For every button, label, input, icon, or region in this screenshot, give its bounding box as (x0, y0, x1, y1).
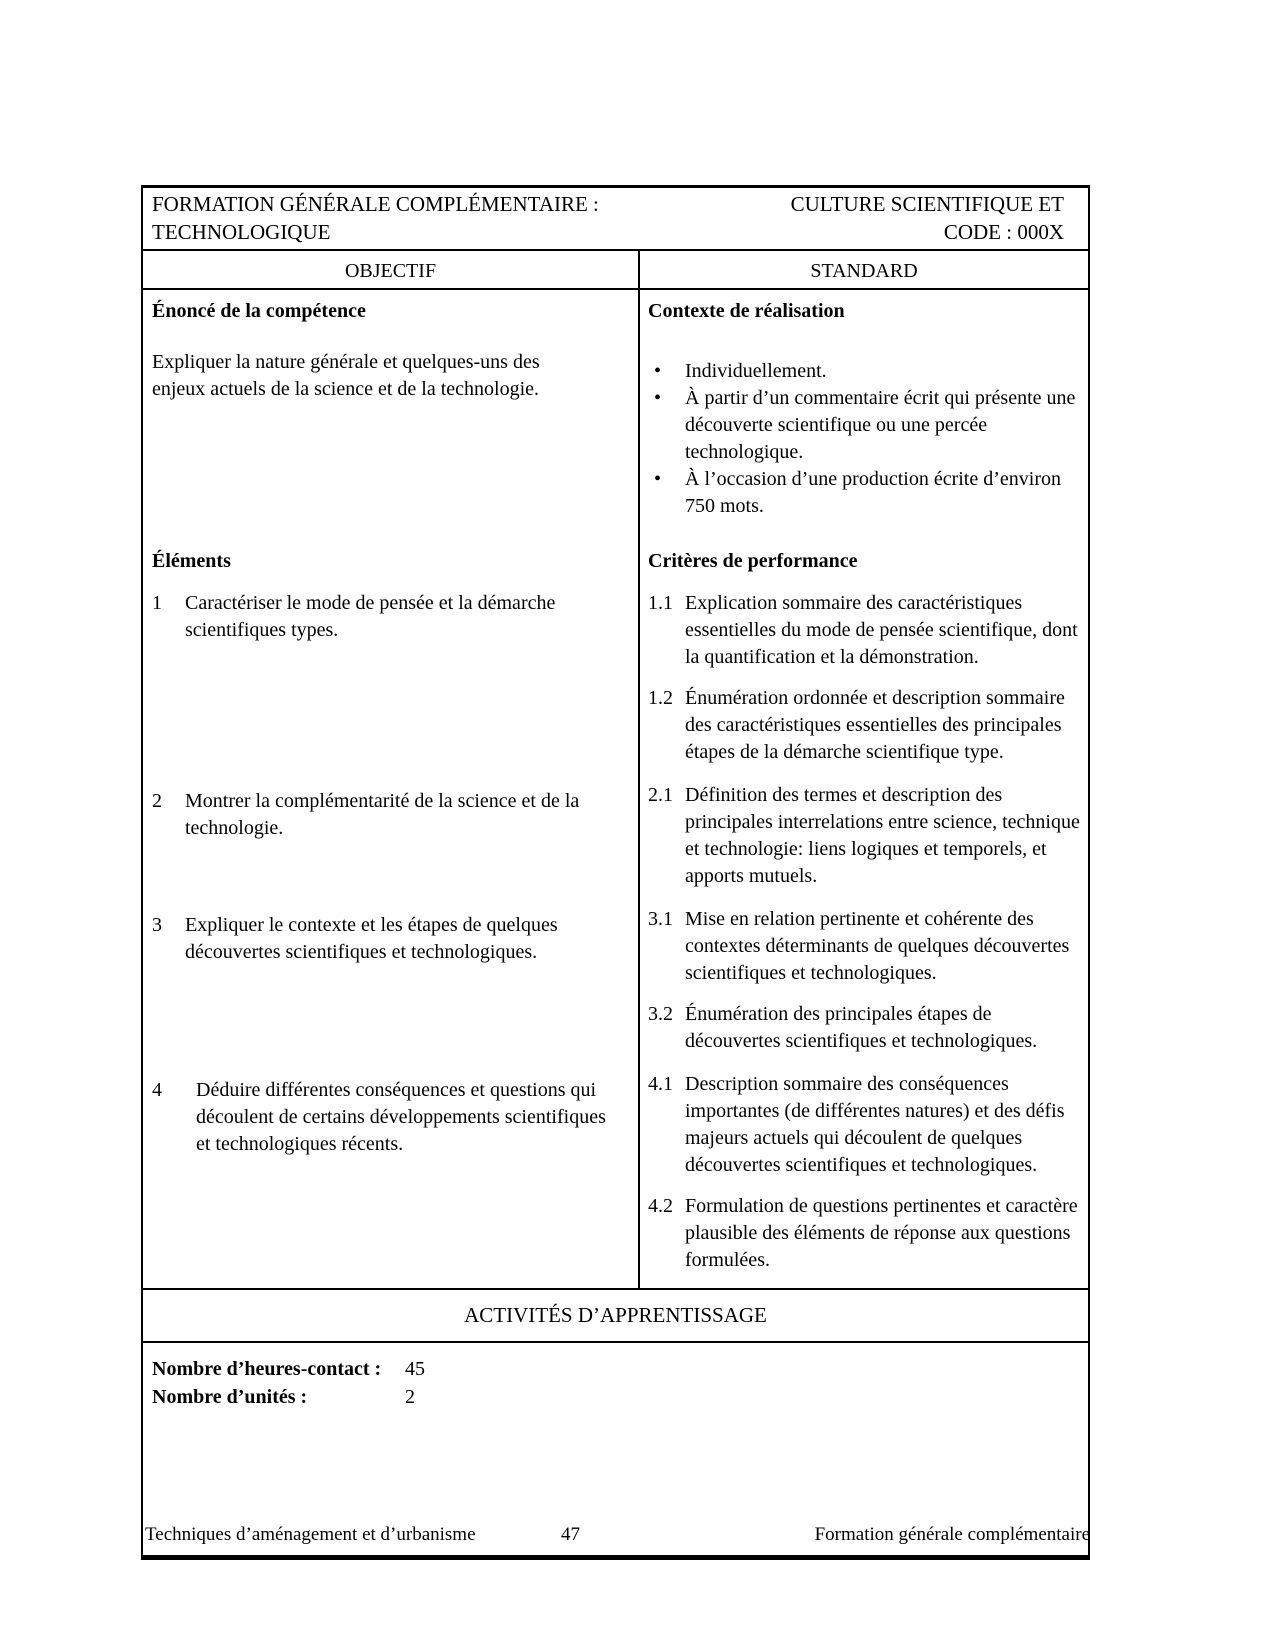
table-title-row (143, 188, 1088, 251)
competency-table (141, 185, 1090, 1560)
criterion-item (648, 685, 1086, 766)
hours-label: Nombre d’heures-contact : (152, 1358, 382, 1380)
units-label: Nombre d’unités : (152, 1386, 308, 1408)
units-value: 2 (405, 1386, 415, 1408)
course-title (681, 190, 1088, 246)
element-text: Montrer la complémentarité de la science et de la technologie. (185, 790, 580, 839)
element-text: Expliquer le contexte et les étapes de quelques découvertes scientifiques et technologiques. (185, 914, 558, 963)
element-item (152, 1077, 624, 1158)
statement-context-row (143, 290, 1088, 542)
list-item (648, 466, 1086, 520)
criterion-item (648, 590, 1086, 671)
program-title-line1: FORMATION GÉNÉRALE COMPLÉMENTAIRE : (152, 192, 599, 216)
section-headers-row (143, 542, 1088, 582)
criterion-text: Explication sommaire des caractéristiques essentielles du mode de pensée scientifique, dont la quantification et la démonstration. (685, 592, 1078, 668)
element-number: 1 (152, 592, 162, 614)
element-item (152, 590, 624, 644)
criterion-number: 4.2 (648, 1195, 673, 1217)
element3-row (143, 904, 1088, 1069)
criterion-number: 4.1 (648, 1073, 673, 1095)
enonce-text: Expliquer la nature générale et quelques-uns des enjeux actuels de la science et de la technologie. (152, 351, 540, 400)
program-title-line2: TECHNOLOGIQUE (152, 220, 331, 244)
bullet-text: À l’occasion d’une production écrite d’environ 750 mots. (685, 468, 1061, 517)
list-item (648, 358, 1086, 385)
criterion-item (648, 1001, 1086, 1055)
criteres-title: Critères de performance (648, 550, 858, 572)
criterion-number: 3.2 (648, 1003, 673, 1025)
program-title (143, 190, 681, 246)
criterion-text: Description sommaire des conséquences importantes (de différentes natures) et des défis majeurs actuels qui découlent de quelques découvertes scientifiques et technologiques. (685, 1073, 1065, 1176)
criterion-number: 2.1 (648, 784, 673, 806)
activities-banner: ACTIVITÉS D’APPRENTISSAGE (143, 1290, 1088, 1343)
units-line (152, 1383, 1088, 1411)
bullet-text: Individuellement. (685, 360, 827, 382)
main-section (143, 290, 1088, 1290)
elements-title: Éléments (152, 550, 231, 572)
element-number: 3 (152, 914, 162, 936)
criterion-text: Énumération des principales étapes de découvertes scientifiques et technologiques. (685, 1003, 1038, 1052)
criterion-item (648, 1193, 1086, 1274)
column-header-row (143, 251, 1088, 290)
footer-program-name: Techniques d’aménagement et d’urbanisme (145, 1524, 476, 1545)
footer-page-number: 47 (561, 1524, 580, 1545)
course-title-line1: CULTURE SCIENTIFIQUE ET (790, 192, 1064, 216)
enonce-cell (143, 290, 638, 542)
element-item (152, 912, 624, 966)
footer-section-name: Formation générale complémentaire (814, 1524, 1090, 1545)
hours-line (152, 1355, 1088, 1383)
bullet-icon: • (654, 468, 662, 490)
enonce-title: Énoncé de la compétence (152, 300, 366, 322)
criterion-number: 1.1 (648, 592, 673, 614)
element-text: Caractériser le mode de pensée et la démarche scientifiques types. (185, 592, 556, 641)
criterion-number: 1.2 (648, 687, 673, 709)
contexte-bullet-list (648, 358, 1086, 520)
contexte-title: Contexte de réalisation (648, 300, 845, 322)
bullet-icon: • (654, 387, 662, 409)
criterion-text: Mise en relation pertinente et cohérente des contextes déterminants de quelques découvertes scientifiques et technologiques. (685, 908, 1070, 984)
list-item (648, 385, 1086, 466)
criterion-text: Définition des termes et description des principales interrelations entre science, technique et technologie: liens logiques et temporels, et apports mutuels. (685, 784, 1080, 887)
element-number: 4 (152, 1079, 162, 1101)
criterion-number: 3.1 (648, 908, 673, 930)
element2-row (143, 780, 1088, 904)
criterion-item (648, 782, 1086, 890)
hours-value: 45 (405, 1358, 425, 1380)
element1-row (143, 582, 1088, 780)
bullet-icon: • (654, 360, 662, 382)
element-item (152, 788, 624, 842)
criterion-text: Énumération ordonnée et description sommaire des caractéristiques essentielles des principales étapes de la démarche scientifique type. (685, 687, 1065, 763)
course-code: CODE : 000X (943, 220, 1064, 244)
criterion-text: Formulation de questions pertinentes et caractère plausible des éléments de réponse aux questions formulées. (685, 1195, 1078, 1271)
criterion-item (648, 906, 1086, 987)
criterion-item (648, 1071, 1086, 1179)
element4-row (143, 1069, 1088, 1288)
element-text: Déduire différentes conséquences et questions qui découlent de certains développements scientifiques et technologiques récents. (196, 1079, 606, 1155)
standard-column-header: STANDARD (638, 251, 1088, 288)
element-number: 2 (152, 790, 162, 812)
contexte-cell (638, 290, 1088, 542)
objectif-column-header: OBJECTIF (344, 260, 437, 282)
bullet-text: À partir d’un commentaire écrit qui présente une découverte scientifique ou une percée technologique. (685, 387, 1076, 463)
